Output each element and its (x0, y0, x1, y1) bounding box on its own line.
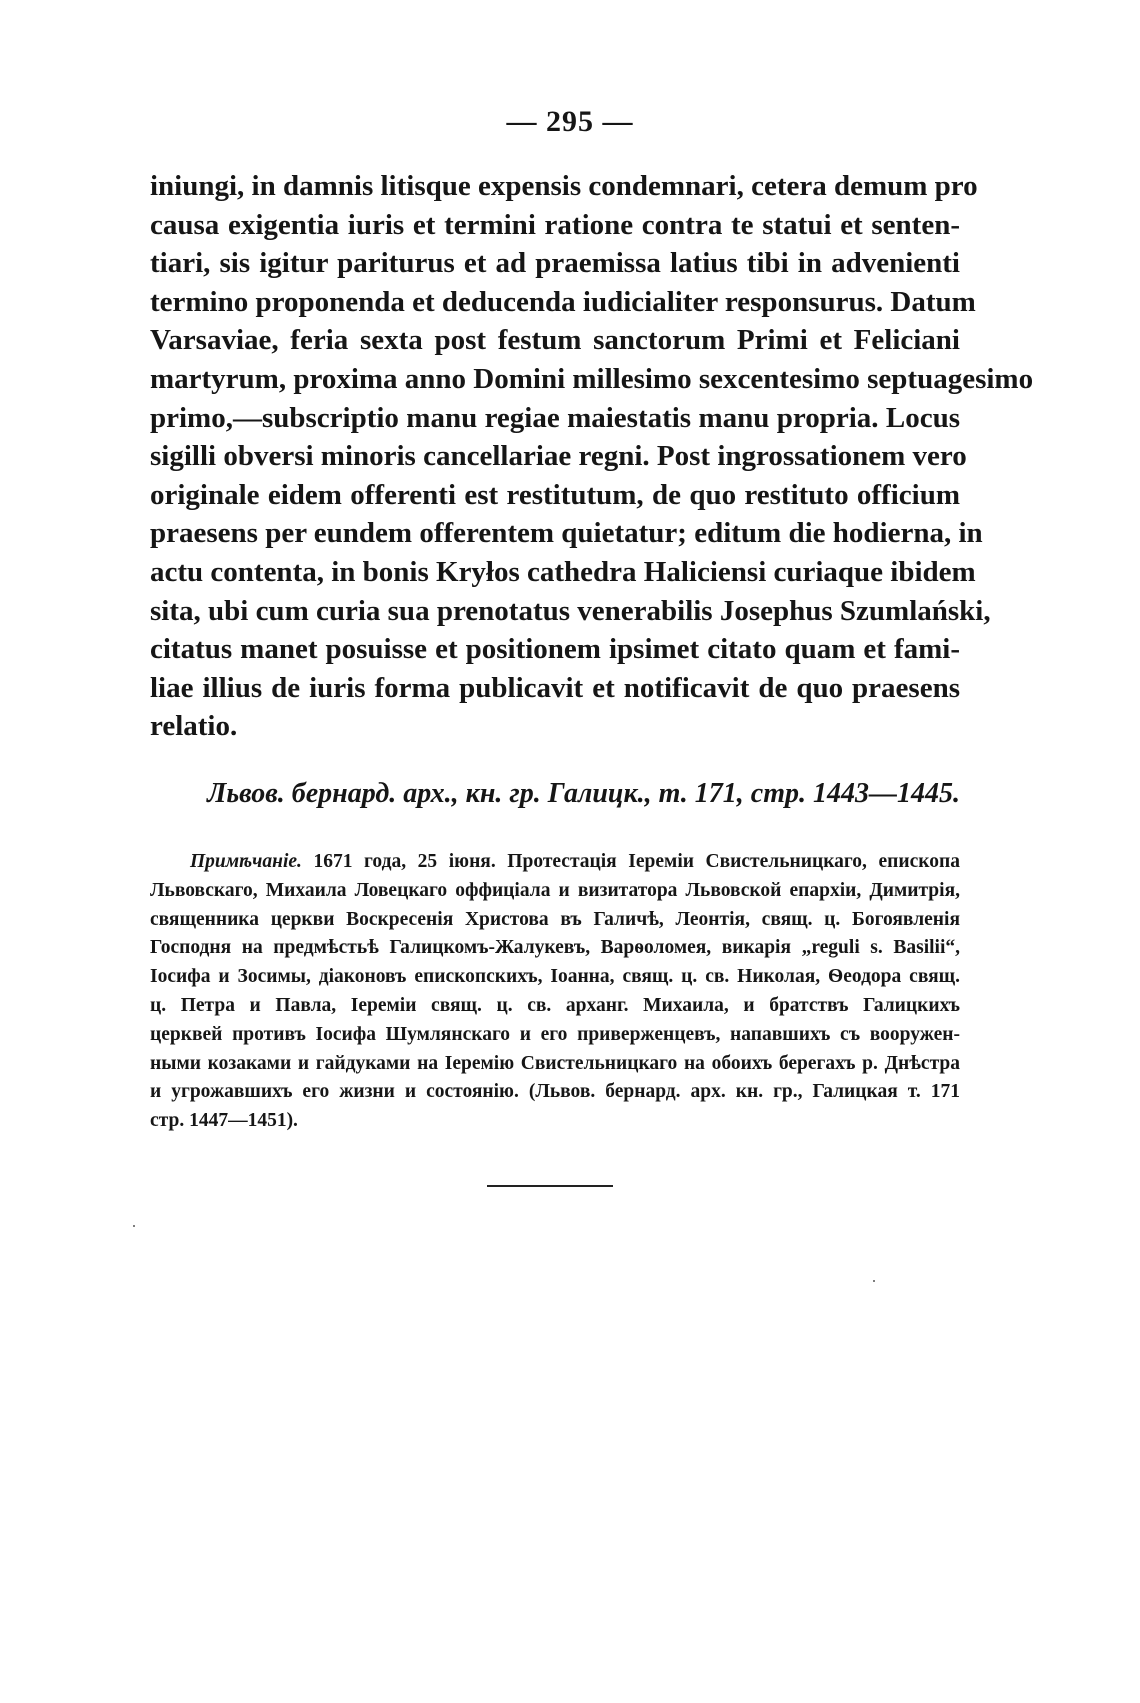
main-text-line: sita, ubi cum curia sua prenotatus venerabilis Josephus Szumlański, (150, 594, 991, 627)
footnote-line: Господня на предмѣстьѣ Галицкомъ-Жалукевъ, Варѳоломея, викарія „reguli s. Basilii“, (150, 937, 960, 959)
main-text-line: liae illius de iuris forma publicavit et notificavit de quo praesens (150, 671, 960, 704)
footnote-lead: Примѣчаніе. (190, 851, 302, 872)
main-text-line: tiari, sis igitur pariturus et ad praemissa latius tibi in advenienti (150, 247, 960, 280)
main-text-line: citatus manet posuisse et positionem ipsimet citato quam et fami- (150, 633, 960, 666)
main-text-line: primo,—subscriptio manu regiae maiestatis manu propria. Locus (150, 401, 960, 434)
main-text-line: iniungi, in damnis litisque expensis condemnari, cetera demum pro (150, 170, 978, 202)
main-text-line: sigilli obversi minoris cancellariae regni. Post ingrossationem vero (150, 440, 967, 473)
main-text-line: relatio. (150, 710, 238, 743)
main-text-line: martyrum, proxima anno Domini millesimo sexcentesimo septuagesimo (150, 362, 1034, 395)
main-text-line: praesens per eundem offerentem quietatur; editum die hodierna, in (150, 517, 983, 550)
main-text (150, 167, 1034, 746)
footnote-line: священника церкви Воскресенія Христова въ Галичѣ, Леонтія, свящ. ц. Богоявленія (150, 908, 960, 930)
main-text-line: originale eidem offerenti est restitutum, de quo restituto officium (150, 478, 960, 511)
footnote-line: стр. 1447—1451). (150, 1110, 298, 1132)
footnote-line: ными козаками и гайдуками на Іеремію Свистельницкаго на обоихъ берегахъ р. Днѣстра (150, 1052, 960, 1074)
archive-citation: Львов. бернард. арх., кн. гр. Галицк., т. 171, стр. 1443—1445. (207, 778, 960, 809)
footnote-line: Іосифа и Зосимы, діаконовъ епископскихъ, Іоанна, свящ. ц. св. Николая, Ѳеодора свящ. (150, 966, 960, 988)
main-text-line: Varsaviae, feria sexta post festum sanctorum Primi et Feliciani (150, 324, 960, 357)
main-text-line: termino proponenda et deducenda iudicialiter responsurus. Datum (150, 285, 976, 318)
section-divider (487, 1185, 613, 1187)
footnote-first-line-text: 1671 года, 25 іюня. Протестація Іереміи Свистельницкаго, епископа (301, 851, 960, 872)
paper-speck (873, 1280, 875, 1282)
footnote (150, 848, 960, 1136)
paper-speck (133, 1225, 135, 1227)
footnote-line: и угрожавшихъ его жизни и состоянію. (Львов. бернард. арх. кн. гр., Галицкая т. 171 (150, 1081, 960, 1103)
footnote-line: Львовскаго, Михаила Ловецкаго оффиціала и визитатора Львовской епархіи, Димитрія, (150, 879, 960, 901)
footnote-line: ц. Петра и Павла, Іереміи свящ. ц. св. арханг. Михаила, и братствъ Галицкихъ (150, 994, 960, 1016)
page-number: — 295 — (506, 105, 634, 138)
main-text-line: causa exigentia iuris et termini ratione contra te statui et senten- (150, 208, 960, 241)
footnote-line (150, 848, 960, 877)
footnote-line: церквей противъ Іосифа Шумлянскаго и его приверженцевъ, напавшихъ съ вооружен- (150, 1023, 960, 1045)
main-text-line: actu contenta, in bonis Kryłos cathedra Haliciensi curiaque ibidem (150, 555, 976, 588)
